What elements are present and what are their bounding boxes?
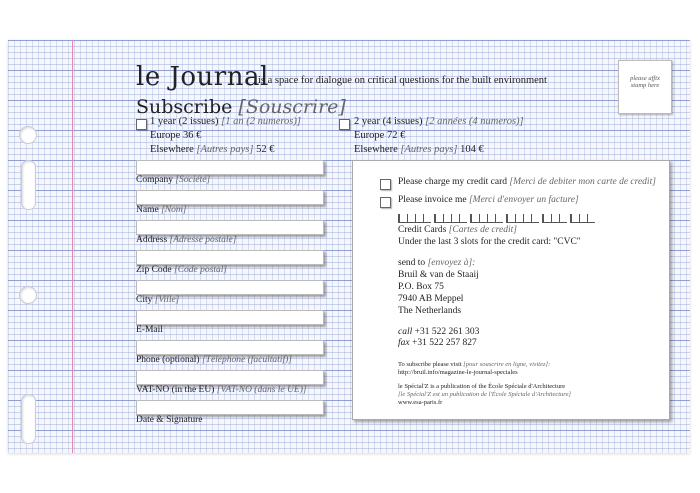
card-slot-group-5[interactable] — [542, 214, 567, 223]
option-2year-elsewhere — [354, 144, 484, 155]
signature-input[interactable] — [136, 400, 324, 415]
option-2year-text: 2 year (4 issues) — [354, 116, 423, 127]
option-2year-elsewhere-price: 104 € — [460, 144, 484, 155]
call-value: +31 522 261 303 — [414, 327, 480, 337]
option-1year-checkbox[interactable] — [136, 119, 147, 130]
zip-code-label: Zip Code [Code postal] — [136, 265, 228, 275]
signature-label: Date & Signature — [136, 415, 203, 425]
send-to-label — [398, 258, 475, 268]
call-label: call — [398, 327, 413, 337]
publication-note: le Spécial'Z is a publication of the École Spéciale d'Architecture — [398, 383, 566, 390]
subscribe-url[interactable]: http://bruil.info/magazine-le-journal-speciales — [398, 369, 518, 376]
credit-cards-text: Credit Cards — [398, 225, 447, 235]
binder-slot — [21, 160, 36, 210]
city-label: City [Ville] — [136, 295, 180, 305]
invoice-text: Please invoice me — [398, 195, 467, 205]
zip-code-input[interactable] — [136, 250, 324, 265]
credit-card-text: Please charge my credit card — [398, 177, 508, 187]
option-1year-text: 1 year (2 issues) — [150, 116, 219, 127]
option-2year-elsewhere-text: Elsewhere — [354, 144, 398, 155]
name-input[interactable] — [136, 190, 324, 205]
publication-note-fr: [le Spécial'Z est un publication de l'École Spéciale d'Architecture] — [398, 391, 572, 398]
call-number — [398, 327, 479, 337]
address-label: Address [Adresse postale] — [136, 235, 237, 245]
esa-website[interactable]: www.esa-paris.fr — [398, 399, 443, 406]
city-input[interactable] — [136, 280, 324, 295]
address-line-1: Bruil & van de Staaij — [398, 270, 479, 280]
card-slot-group-4[interactable] — [506, 214, 539, 223]
subscribe-label-fr: [Souscrire] — [238, 96, 346, 118]
option-1year-label — [150, 116, 301, 127]
send-to-text: send to — [398, 258, 426, 268]
option-2year-europe: Europe 72 € — [354, 130, 406, 141]
email-label: E-Mail — [136, 325, 163, 335]
visit-label-fr: [pour souscrire en ligne, visitez]: — [463, 361, 551, 368]
journal-tagline: is a space for dialogue on critical questions for the built environment — [258, 75, 547, 86]
send-to-text-fr: [envoyez à]: — [427, 258, 476, 268]
journal-title: le Journal — [136, 62, 269, 92]
option-2year-elsewhere-fr: [Autres pays] — [400, 144, 458, 155]
option-1year-elsewhere-text: Elsewhere — [150, 144, 194, 155]
option-1year-elsewhere — [150, 144, 274, 155]
fax-number — [398, 338, 477, 348]
name-label: Name [Nom] — [136, 205, 187, 215]
credit-cards-label — [398, 225, 517, 235]
vat-label: VAT-NO (in the EU) [VAT-NO (dans le UE)] — [136, 385, 307, 395]
card-slot-group-3[interactable] — [470, 214, 503, 223]
address-line-2: P.O. Box 75 — [398, 282, 444, 292]
company-input[interactable] — [136, 160, 324, 175]
fax-label: fax — [398, 338, 410, 348]
subscribe-label: Subscribe — [136, 96, 233, 118]
option-1year-europe: Europe 36 € — [150, 130, 202, 141]
address-input[interactable] — [136, 220, 324, 235]
option-2year-text-fr: [2 années (4 numeros)] — [425, 116, 524, 127]
card-slot-group-1[interactable] — [398, 214, 431, 223]
card-slot-group-2[interactable] — [434, 214, 467, 223]
subscribe-heading — [136, 96, 346, 118]
stamp-line-1: please affix — [630, 75, 660, 82]
credit-cards-text-fr: [Cartes de credit] — [448, 225, 517, 235]
binder-hole — [19, 286, 37, 304]
vat-input[interactable] — [136, 370, 324, 385]
visit-text — [398, 361, 550, 368]
phone-input[interactable] — [136, 340, 324, 355]
cvc-note: Under the last 3 slots for the credit card: "CVC" — [398, 237, 581, 247]
cvc-slot-group[interactable] — [570, 214, 595, 223]
margin-line — [72, 40, 73, 453]
binder-hole — [19, 126, 37, 144]
address-line-3: 7940 AB Meppel — [398, 294, 464, 304]
email-input[interactable] — [136, 310, 324, 325]
option-2year-checkbox[interactable] — [339, 119, 350, 130]
binder-slot — [21, 394, 36, 444]
invoice-checkbox[interactable] — [380, 197, 391, 208]
phone-label: Phone (optional) [Téléphone (facultatif)] — [136, 355, 292, 365]
stamp-box — [618, 60, 672, 114]
option-1year-text-fr: [1 an (2 numeros)] — [221, 116, 301, 127]
invoice-text-fr: [Merci d'envoyer un facture] — [468, 195, 579, 205]
credit-card-option — [398, 177, 656, 187]
invoice-option — [398, 195, 579, 205]
credit-card-checkbox[interactable] — [380, 179, 391, 190]
option-1year-elsewhere-price: 52 € — [256, 144, 275, 155]
address-line-4: The Netherlands — [398, 306, 462, 316]
credit-card-text-fr: [Merci de debiter mon carte de credit] — [509, 177, 656, 187]
visit-label: To subscribe please visit — [398, 361, 462, 368]
option-2year-label — [354, 116, 524, 127]
option-1year-elsewhere-fr: [Autres pays] — [196, 144, 254, 155]
fax-value: +31 522 257 827 — [411, 338, 477, 348]
company-label: Company [Société] — [136, 175, 211, 185]
stamp-line-2: stamp here — [630, 82, 660, 89]
